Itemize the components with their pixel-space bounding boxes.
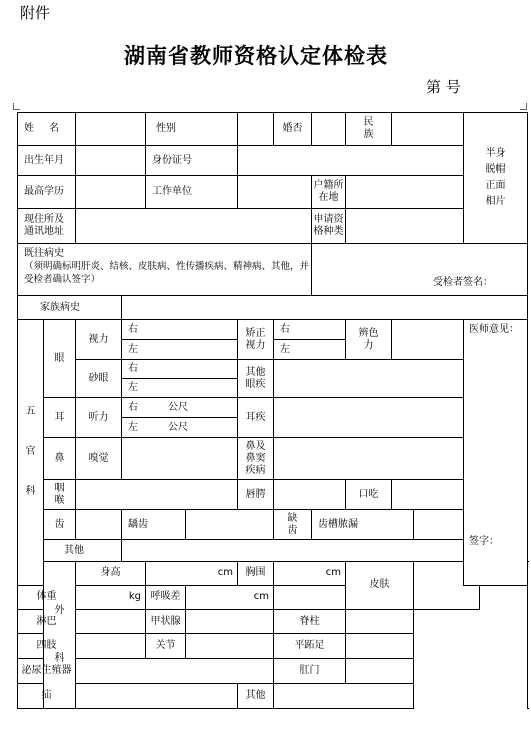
anus-field[interactable]	[346, 659, 414, 684]
joints-field[interactable]	[186, 634, 274, 659]
caries-field[interactable]	[186, 510, 274, 540]
cert-type-label: 申请资 格种类	[312, 209, 346, 244]
past-history-label: 既往病史 （须明确标明肝炎、结核、皮肤病、性传播疾病、精神病、其他，并受检者确认签字）	[18, 244, 312, 296]
chest-field[interactable]: cm	[274, 562, 346, 586]
other-eye-field[interactable]	[274, 360, 464, 398]
workplace-label: 工作单位	[146, 176, 238, 209]
caries-label: 龋齿	[122, 510, 186, 540]
other-eye-label: 其他 眼疾	[238, 360, 274, 398]
flatfoot-field[interactable]	[346, 634, 414, 659]
family-history-field[interactable]	[122, 296, 528, 320]
throat-field[interactable]	[76, 480, 238, 510]
ent-other-field[interactable]	[122, 540, 464, 562]
thyroid-field[interactable]	[186, 609, 274, 634]
nose-disease-label: 鼻及 鼻窦 疾病	[238, 438, 274, 480]
weight-field[interactable]: kg	[76, 585, 146, 609]
vision-label: 视力	[76, 320, 122, 360]
trachoma-right[interactable]: 右	[122, 360, 238, 379]
ent-section-label: 五 官 科	[18, 320, 44, 586]
ear-label: 耳	[44, 398, 76, 438]
cert-type-field[interactable]	[346, 209, 464, 244]
id-label: 身份证号	[146, 146, 238, 176]
name-field[interactable]	[76, 113, 146, 146]
color-vision-field[interactable]	[392, 320, 464, 360]
nose-disease-field[interactable]	[274, 438, 464, 480]
marital-label: 婚否	[274, 113, 312, 146]
gender-label: 性别	[146, 113, 238, 146]
ent-doctor-opinion[interactable]: 医师意见： 签字：	[464, 320, 528, 586]
surgery-other-field[interactable]	[274, 684, 414, 709]
lips-label: 唇腭	[238, 480, 274, 510]
anus-label: 肛门	[274, 659, 346, 684]
smell-field[interactable]	[122, 438, 238, 480]
smell-label: 嗅觉	[76, 438, 122, 480]
limbs-label: 四肢	[18, 634, 76, 659]
education-field[interactable]	[76, 176, 146, 209]
ear-disease-field[interactable]	[274, 398, 464, 438]
eye-label: 眼	[44, 320, 76, 398]
hernia-field[interactable]	[76, 684, 238, 709]
ent-other-label: 其他	[44, 540, 122, 562]
education-label: 最高学历	[18, 176, 76, 209]
photo-box: 半身 脱帽 正面 相片	[464, 113, 528, 244]
lymph-label: 淋巴	[18, 609, 76, 634]
surgery-other-label: 其他	[238, 684, 274, 709]
genital-field[interactable]	[76, 659, 274, 684]
corner-mark	[13, 103, 20, 110]
corrected-left[interactable]: 左	[274, 340, 346, 360]
birth-field[interactable]	[76, 146, 146, 176]
name-label: 姓 名	[18, 113, 76, 146]
joints-label: 关节	[146, 634, 186, 659]
spine-label: 脊柱	[274, 609, 346, 634]
missing-teeth-label: 缺 齿	[274, 510, 312, 540]
genital-label: 泌尿生殖器	[18, 659, 76, 684]
lymph-field[interactable]	[76, 609, 146, 634]
examinee-sign-field[interactable]: 受检者签名：	[312, 244, 528, 296]
color-vision-label: 辨色 力	[346, 320, 392, 360]
birth-label: 出生年月	[18, 146, 76, 176]
lips-field[interactable]	[274, 480, 346, 510]
stutter-field[interactable]	[392, 480, 464, 510]
throat-label: 咽 喉	[44, 480, 76, 510]
thyroid-label: 甲状腺	[146, 609, 186, 634]
limbs-field[interactable]	[76, 634, 146, 659]
marital-field[interactable]	[312, 113, 346, 146]
hukou-field[interactable]	[346, 176, 464, 209]
page-title: 湖南省教师资格认定体检表	[124, 43, 388, 68]
skin-field[interactable]	[414, 562, 480, 610]
id-field[interactable]	[238, 146, 464, 176]
form-number-label: 第 号	[426, 78, 461, 96]
trachoma-label: 砂眼	[76, 360, 122, 398]
chest-label: 胸围	[238, 562, 274, 586]
attachment-label: 附件	[20, 4, 51, 22]
periodontal-label: 齿槽脓漏	[312, 510, 414, 540]
nose-label: 鼻	[44, 438, 76, 480]
surgery-section-label: 外 科	[44, 562, 76, 709]
stutter-label: 口吃	[346, 480, 392, 510]
address-label: 现住所及 通讯地址	[18, 209, 76, 244]
corrected-vision-label: 矫正 视力	[238, 320, 274, 360]
gender-field[interactable]	[238, 113, 274, 146]
breath-label: 呼吸差	[146, 585, 186, 609]
flatfoot-label: 平跖足	[274, 634, 346, 659]
height-field[interactable]: cm	[146, 562, 238, 586]
ethnicity-field[interactable]	[392, 113, 464, 146]
hearing-right[interactable]: 右 公尺	[122, 398, 238, 418]
breath-field[interactable]: cm	[186, 585, 274, 609]
skin-label: 皮肤	[346, 562, 414, 610]
hearing-label: 听力	[76, 398, 122, 438]
vision-right[interactable]: 右	[122, 320, 238, 340]
trachoma-left[interactable]: 左	[122, 379, 238, 398]
exam-form-table	[17, 112, 528, 709]
ethnicity-label: 民 族	[346, 113, 392, 146]
hernia-label: 疝	[18, 684, 76, 709]
teeth-field[interactable]	[76, 510, 122, 540]
corrected-right[interactable]: 右	[274, 320, 346, 340]
hearing-left[interactable]: 左 公尺	[122, 418, 238, 438]
spine-field[interactable]	[346, 609, 414, 634]
ent-sign-label: 签字：	[469, 536, 499, 547]
height-label: 身高	[76, 562, 146, 586]
vision-left[interactable]: 左	[122, 340, 238, 360]
weight-label: 体重	[18, 585, 76, 609]
address-field[interactable]	[76, 209, 312, 244]
ear-disease-label: 耳疾	[238, 398, 274, 438]
family-history-label: 家族病史	[18, 296, 122, 320]
hukou-label: 户籍所 在地	[312, 176, 346, 209]
workplace-field[interactable]	[238, 176, 312, 209]
corner-mark	[520, 103, 527, 110]
periodontal-field[interactable]	[414, 510, 464, 540]
teeth-label: 齿	[44, 510, 76, 540]
